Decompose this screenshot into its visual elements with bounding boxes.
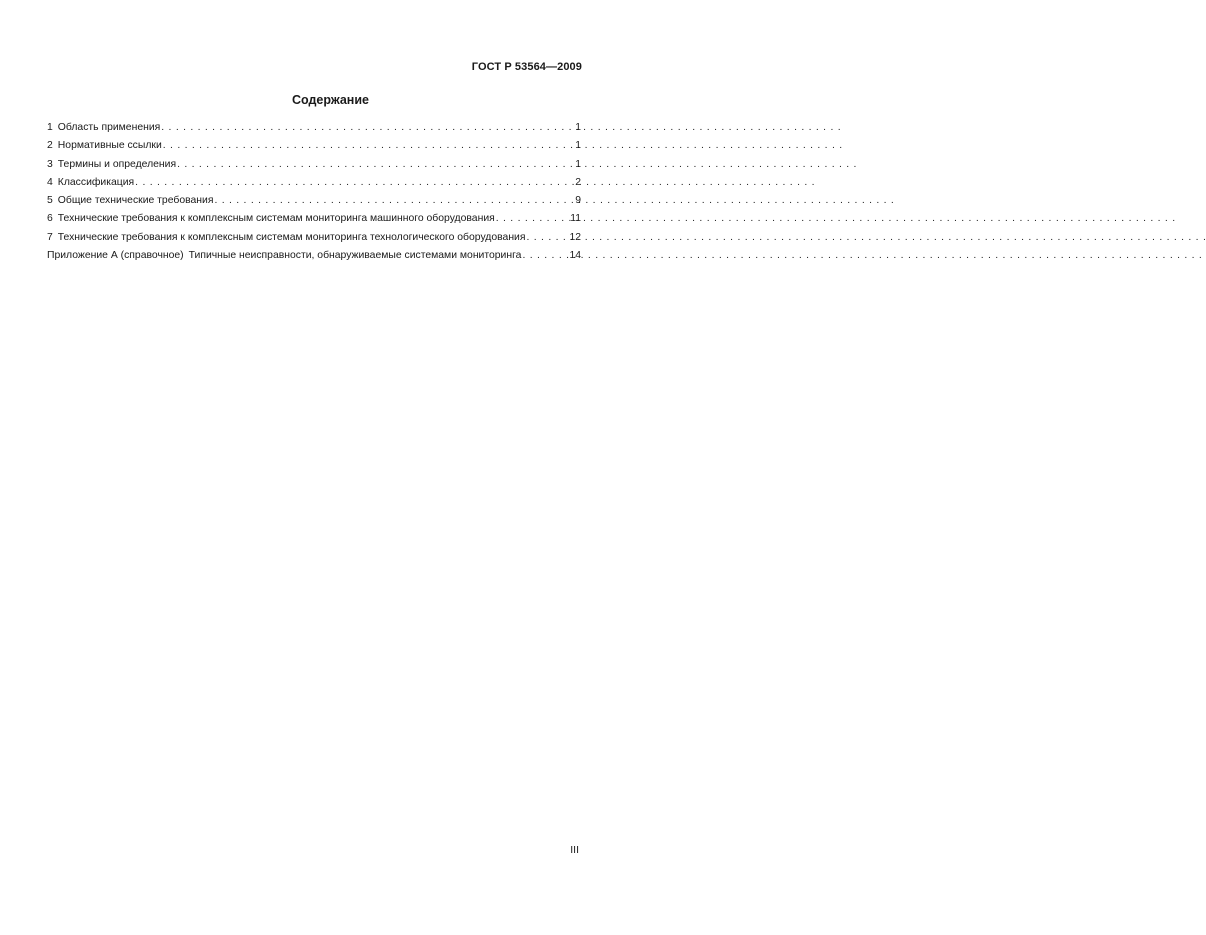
toc-entry-6[interactable] <box>47 213 581 231</box>
toc-entry-appendix-a[interactable] <box>47 250 581 268</box>
toc-leader-dots <box>527 232 569 243</box>
toc-entry-number: 6 <box>47 213 53 225</box>
toc-entry-title: Нормативные ссылки <box>57 140 162 152</box>
toc-entry-2[interactable] <box>47 140 581 158</box>
toc-entry-title: Типичные неисправности, обнаруживаемые системами мониторинга <box>188 250 522 262</box>
toc-entry-title: Общие технические требования <box>57 195 214 207</box>
toc-entry-5[interactable] <box>47 195 581 213</box>
toc-entry-page: 1 <box>575 140 581 152</box>
table-of-contents <box>47 122 581 268</box>
toc-entry-page: 9 <box>575 195 581 207</box>
toc-entry-7[interactable] <box>47 232 581 250</box>
toc-entry-number: 1 <box>47 122 53 133</box>
toc-entry-number: Приложение А (справочное) <box>47 250 184 262</box>
toc-leader-dots <box>161 122 574 133</box>
toc-entry-3[interactable] <box>47 159 581 177</box>
toc-leader-dots <box>496 213 569 224</box>
toc-entry-page: 2 <box>575 176 581 188</box>
toc-entry-title: Технические требования к комплексным системам мониторинга технологического оборудования <box>57 231 526 243</box>
toc-leader-dots <box>135 177 574 188</box>
toc-entry-title: Область применения <box>57 122 161 133</box>
toc-entry-page: 14 <box>569 250 581 262</box>
toc-entry-number: 7 <box>47 231 53 243</box>
toc-entry-number: 2 <box>47 140 53 152</box>
toc-entry-page: 1 <box>575 158 581 170</box>
toc-entry-number: 5 <box>47 195 53 207</box>
toc-entry-number: 4 <box>47 176 53 188</box>
toc-entry-page: 11 <box>570 213 581 225</box>
toc-entry-title: Классификация <box>57 176 135 188</box>
toc-leader-dots <box>214 195 574 206</box>
toc-entry-number: 3 <box>47 158 53 170</box>
standard-id: ГОСТ Р 53564—2009 <box>471 61 582 73</box>
toc-leader-dots <box>522 250 568 261</box>
toc-entry-1[interactable] <box>47 122 581 140</box>
toc-entry-page: 12 <box>569 231 581 243</box>
page-number: III <box>570 844 579 856</box>
toc-leader-dots <box>163 140 574 151</box>
toc-entry-title: Технические требования к комплексным системам мониторинга машинного оборудования <box>57 213 495 225</box>
toc-title: Содержание <box>291 93 369 107</box>
toc-entry-title: Термины и определения <box>57 158 177 170</box>
toc-leader-dots <box>177 159 574 170</box>
toc-entry-page: 1 <box>575 122 581 133</box>
toc-entry-4[interactable] <box>47 177 581 195</box>
